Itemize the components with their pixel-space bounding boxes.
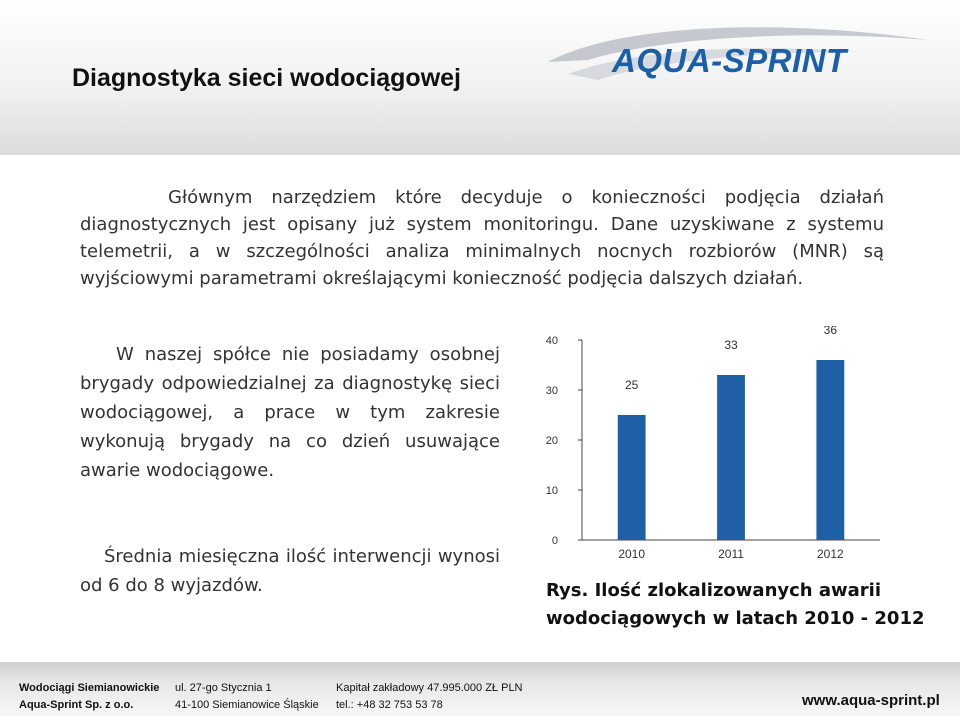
logo-text: AQUA-SPRINT — [612, 42, 847, 79]
bar-chart — [530, 326, 890, 566]
footer-company-line1: Wodociągi Siemianowickie — [19, 682, 160, 694]
footer-address — [175, 680, 319, 714]
x-tick-label: 2012 — [816, 547, 844, 561]
footer — [0, 662, 960, 716]
y-tick-label: 40 — [545, 335, 558, 347]
data-label: 25 — [624, 378, 639, 392]
y-tick-label: 20 — [545, 435, 558, 447]
brigades-paragraph: W naszej spółce nie posiadamy osobnej brygady odpowiedzialnej za diagnostykę sieci wodociągowej, a prace w tym zakresie wykonują brygady na co dzień usuwające awarie wodociągowe. — [80, 344, 500, 481]
data-label: 33 — [724, 338, 738, 352]
footer-website-link[interactable]: www.aqua-sprint.pl — [802, 692, 940, 709]
footer-capital: Kapitał zakładowy 47.995.000 ZŁ PLN — [336, 682, 523, 694]
y-tick-label: 30 — [545, 385, 558, 397]
footer-company — [19, 680, 159, 714]
footer-address-line2: 41-100 Siemianowice Śląskie — [175, 699, 319, 711]
y-tick-label: 10 — [545, 485, 558, 497]
average-paragraph: Średnia miesięczna ilość interwencji wynosi od 6 do 8 wyjazdów. — [80, 546, 500, 596]
footer-phone: tel.: +48 32 753 53 78 — [336, 699, 443, 711]
footer-address-line1: ul. 27-go Stycznia 1 — [175, 682, 272, 694]
x-tick-label: 2010 — [618, 547, 646, 561]
bar — [816, 360, 844, 540]
bar — [618, 415, 646, 540]
footer-contact — [336, 680, 523, 714]
data-label: 36 — [823, 326, 838, 337]
intro-paragraph: Głównym narzędziem które decyduje o konieczności podjęcia działań diagnostycznych jest opisany już system monitoringu. Dane uzyskiwane z systemu telemetrii, a w szczególności analiza minimalnych nocnych rozbiorów (MNR) są wyjściowymi parametrami określającymi konieczność podjęcia dalszych działań. — [80, 187, 884, 289]
page-title: Diagnostyka sieci wodociągowej — [72, 64, 462, 92]
x-tick-label: 2011 — [718, 547, 744, 561]
footer-company-line2: Aqua-Sprint Sp. z o.o. — [19, 699, 134, 711]
chart-caption: Rys. Ilość zlokalizowanych awarii wodociągowych w latach 2010 - 2012 — [546, 580, 925, 629]
bar — [717, 375, 745, 540]
y-tick-label: 0 — [551, 535, 558, 547]
